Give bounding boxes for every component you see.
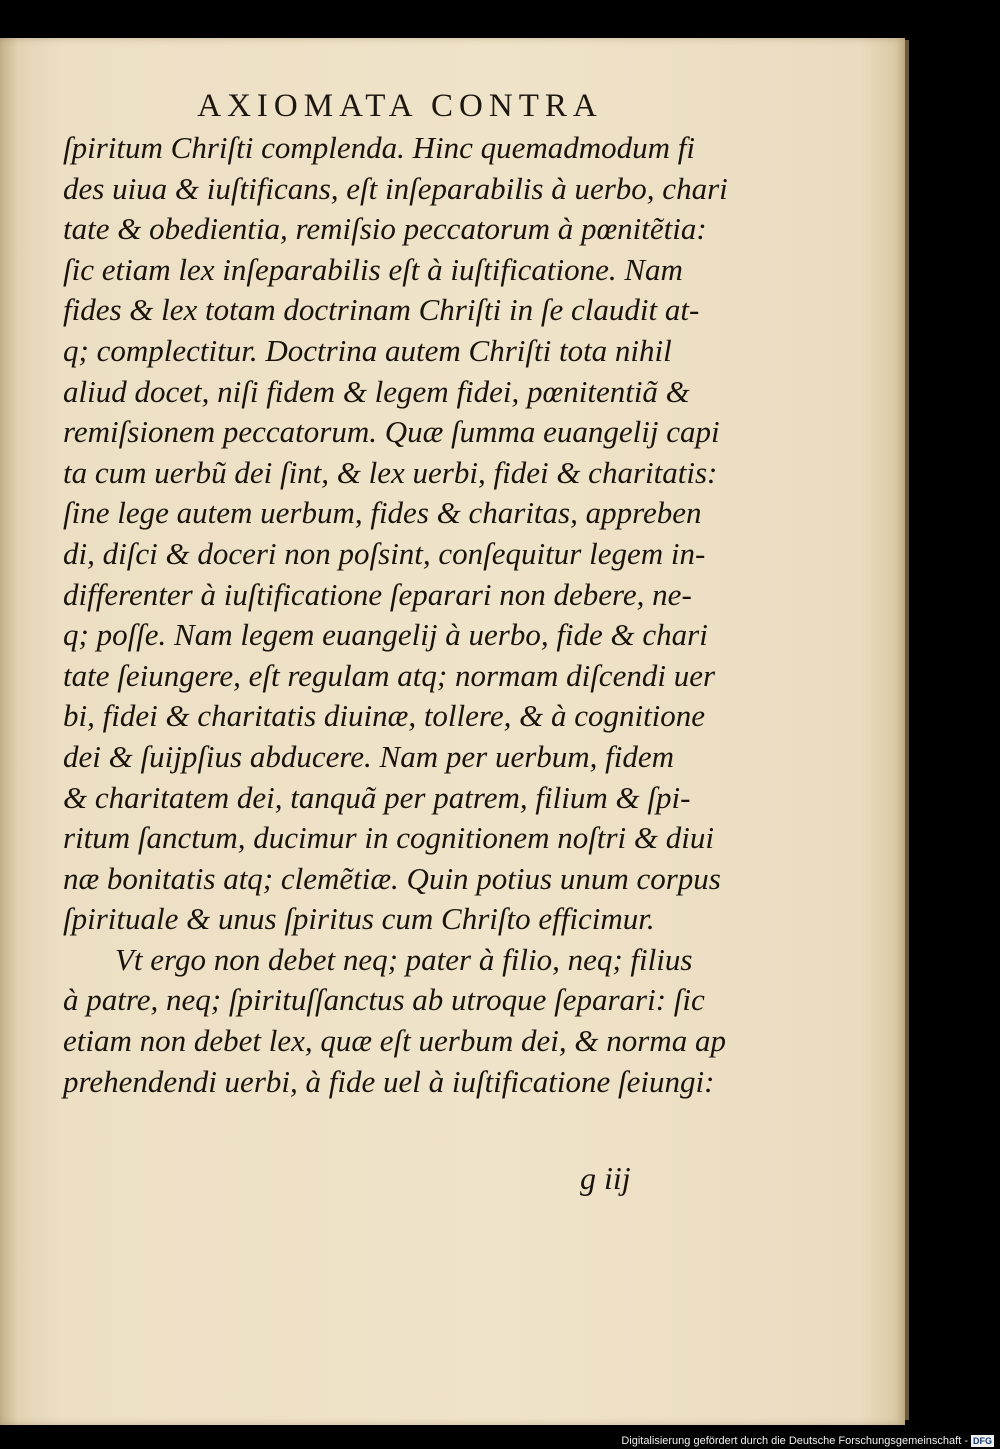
page-edge (905, 40, 909, 1420)
running-head: AXIOMATA CONTRA (197, 88, 603, 124)
text-line: & charitatem dei, tanquã per patrem, filium & ſpi- (63, 779, 691, 815)
body-text (63, 128, 753, 1102)
text-line: ritum ſanctum, ducimur in cognitionem noſtri & diui (63, 820, 714, 856)
dfg-logo: DFG (973, 1436, 992, 1446)
footer-text: Digitalisierung gefördert durch die Deutsche Forschungsgemeinschaft - (621, 1435, 968, 1447)
text-line: etiam non debet lex, quæ eſt uerbum dei, & norma ap (63, 1023, 726, 1059)
text-line: tate & obedientia, remiſsio peccatorum à pœnitẽtia: (63, 211, 707, 247)
text-line: q; poſſe. Nam legem euangelij à uerbo, fide & chari (63, 617, 708, 653)
text-line: ſic etiam lex inſeparabilis eſt à iuſtificatione. Nam (63, 251, 683, 287)
text-line: aliud docet, niſi fidem & legem fidei, pœnitentiã & (63, 373, 690, 409)
text-line: des uiua & iuſtificans, eſt inſeparabilis à uerbo, chari (63, 170, 728, 206)
text-line: tate ſeiungere, eſt regulam atq; normam diſcendi uer (63, 657, 716, 693)
signature-mark: g iij (580, 1160, 631, 1196)
text-line: prehendendi uerbi, à fide uel à iuſtificatione ſeiungi: (63, 1063, 715, 1099)
text-line: à patre, neq; ſpirituſſanctus ab utroque ſeparari: ſic (63, 982, 705, 1018)
text-line: bi, fidei & charitatis diuinæ, tollere, & à cognitione (63, 698, 706, 734)
text-line: ſpirituale & unus ſpiritus cum Chriſto efficimur. (63, 901, 655, 937)
text-line-paragraph-start: Vt ergo non debet neq; pater à filio, neq; filius (115, 941, 693, 977)
text-line: fides & lex totam doctrinam Chriſti in ſe claudit at- (63, 292, 700, 328)
text-line: di, diſci & doceri non poſsint, conſequitur legem in- (63, 535, 706, 571)
text-line: næ bonitatis atq; clemẽtiæ. Quin potius unum corpus (63, 860, 721, 896)
text-line: dei & ſuijpſius abducere. Nam per uerbum, fidem (63, 738, 675, 774)
text-line: ſine lege autem uerbum, fides & charitas, appreben (63, 495, 702, 531)
text-line: ſpiritum Chriſti complenda. Hinc quemadmodum fi (63, 130, 696, 165)
text-line: remiſsionem peccatorum. Quæ ſumma euangelij capi (63, 414, 720, 450)
text-line: ta cum uerbũ dei ſint, & lex uerbi, fidei & charitatis: (63, 454, 718, 490)
text-line: q; complectitur. Doctrina autem Chriſti tota nihil (63, 332, 672, 368)
text-line: differenter à iuſtificatione ſeparari non debere, ne- (63, 576, 692, 612)
footer-credit (621, 1435, 994, 1447)
